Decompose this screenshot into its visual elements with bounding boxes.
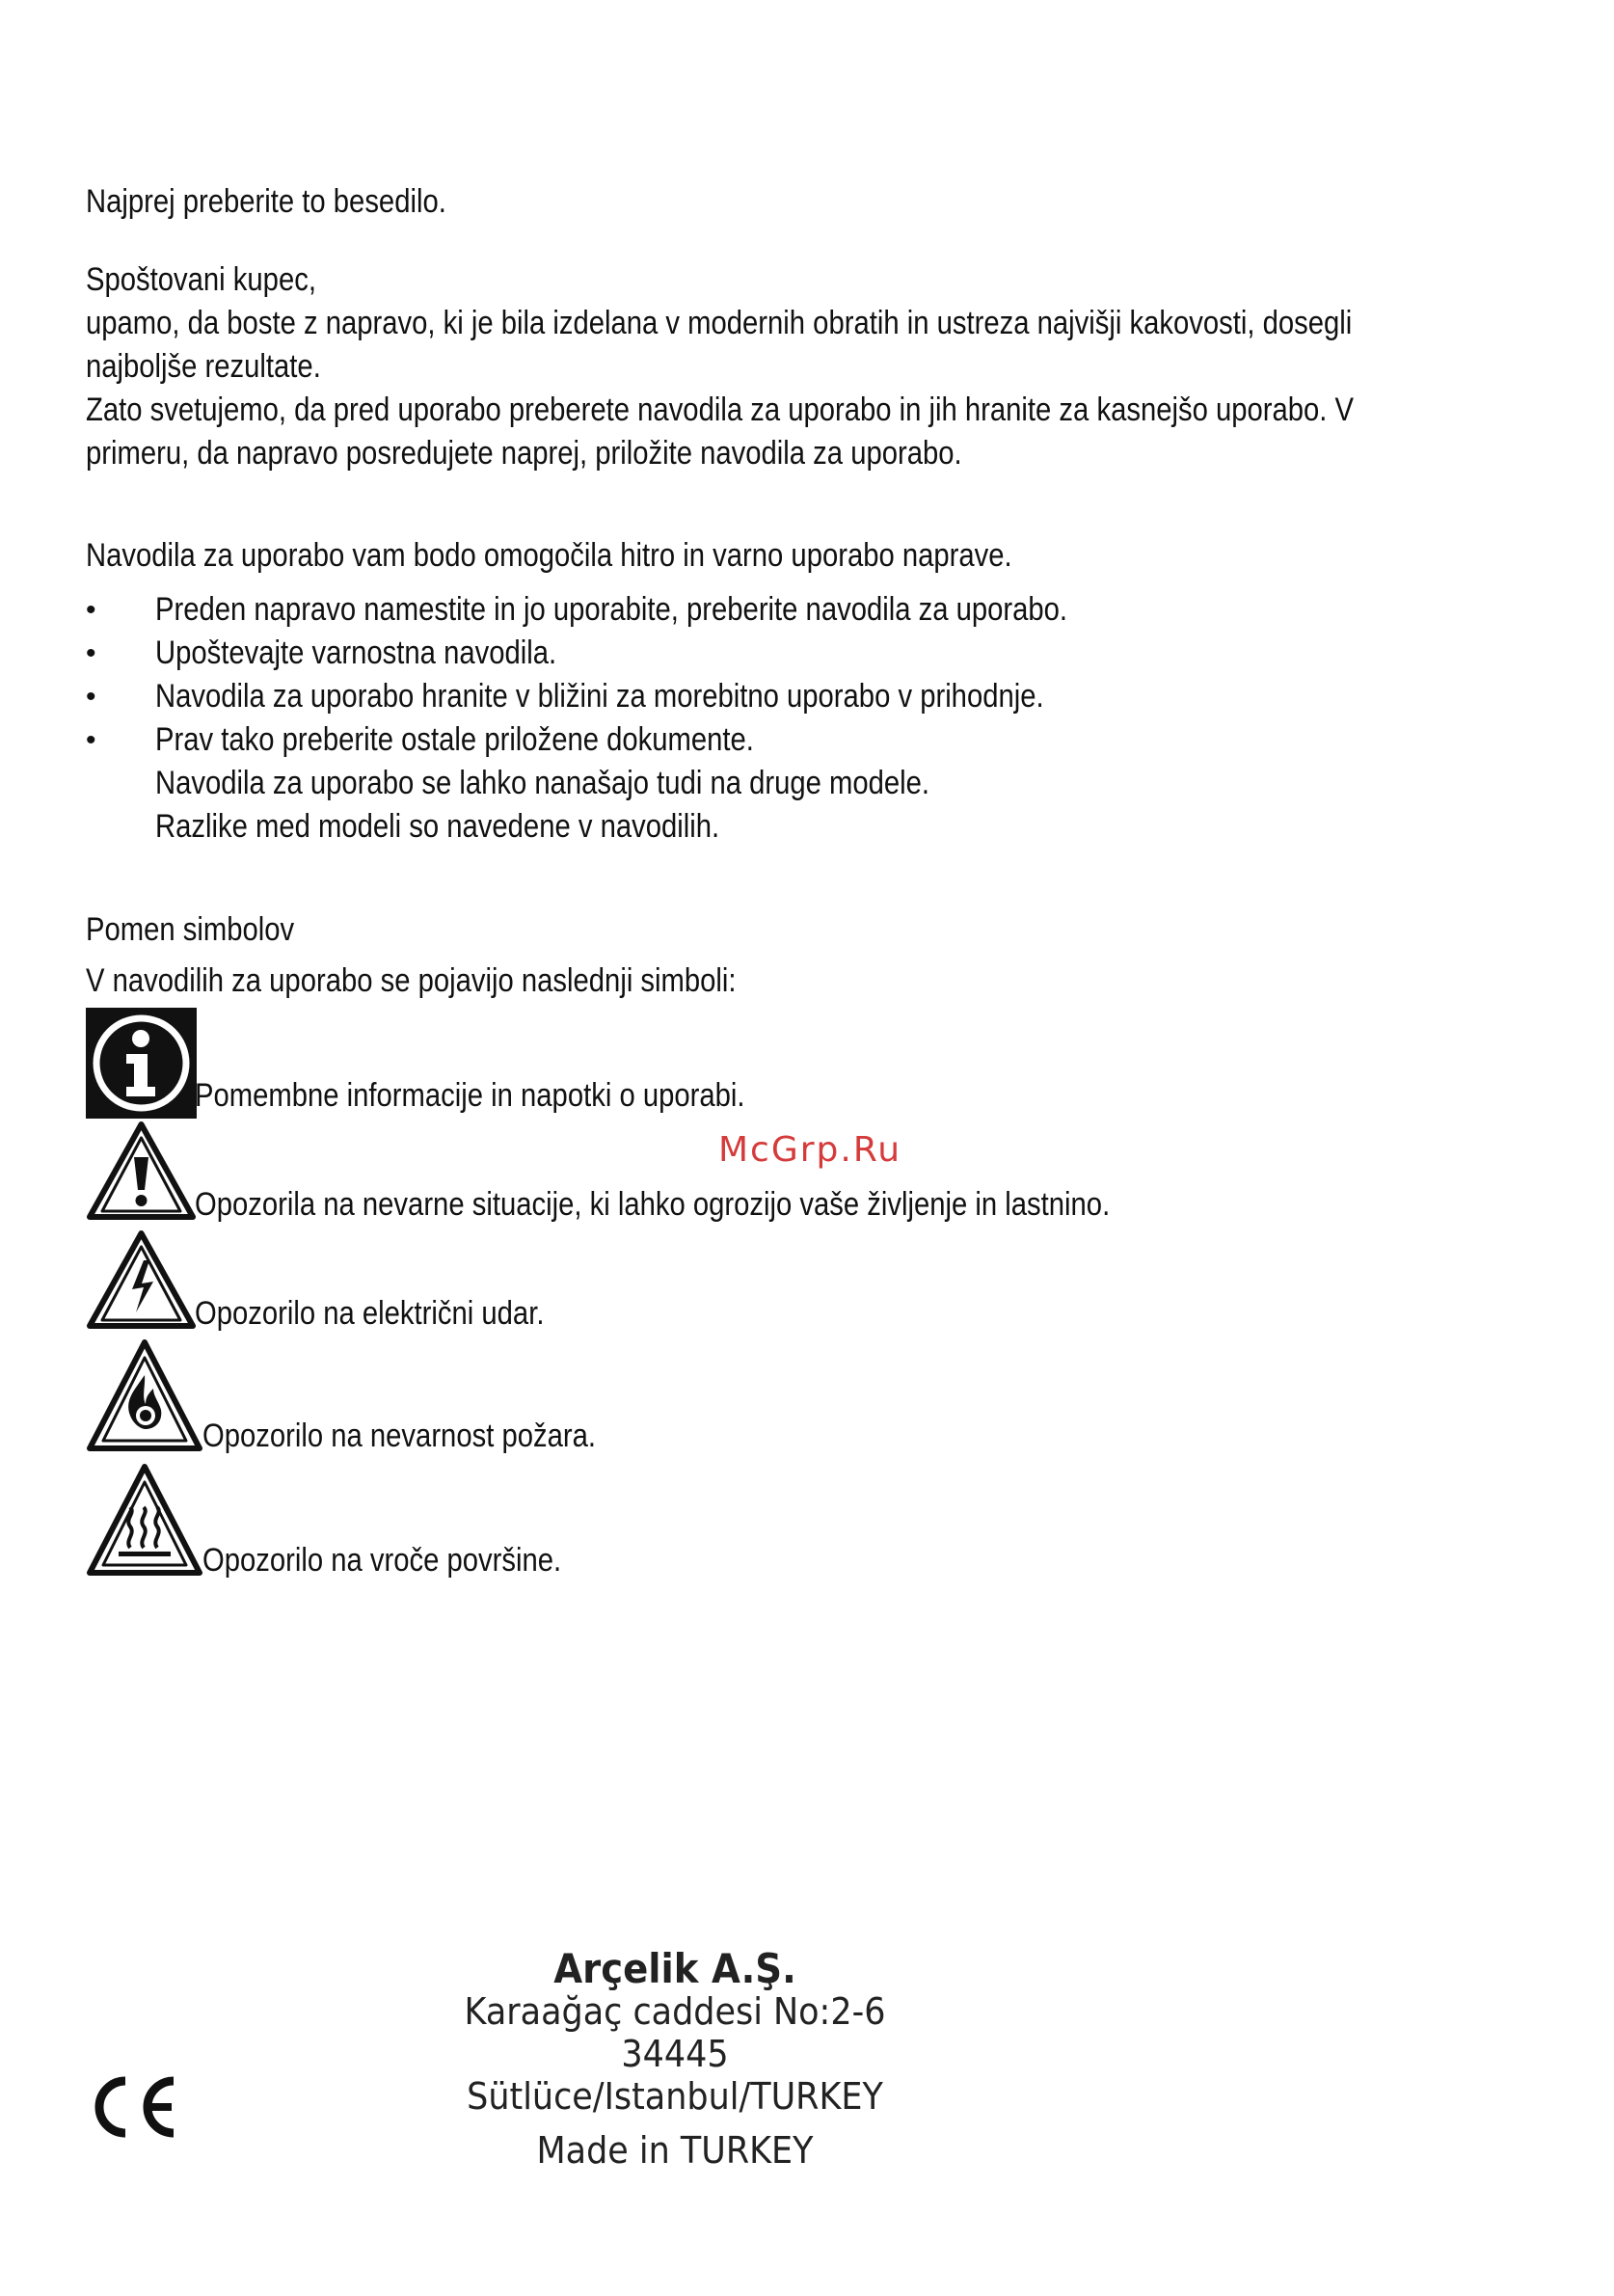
list-item-text: Razlike med modeli so navedene v navodilih. bbox=[155, 808, 720, 845]
symbols-intro: V navodilih za uporabo se pojavijo naslednji simboli: bbox=[86, 962, 737, 999]
fire-hazard-icon bbox=[86, 1338, 203, 1454]
manufacturer-address bbox=[386, 1945, 964, 2172]
bullet-icon: • bbox=[86, 724, 96, 756]
hot-surface-icon bbox=[86, 1463, 203, 1579]
list-item-text: Prav tako preberite ostale priložene dokumente. bbox=[155, 721, 754, 758]
list-item-text: Navodila za uporabo hranite v bližini za morebitno uporabo v prihodnje. bbox=[155, 678, 1044, 715]
made-in: Made in TURKEY bbox=[536, 2129, 814, 2172]
list-item-text: Upoštevajte varnostna navodila. bbox=[155, 635, 557, 671]
intro-line: Zato svetujemo, da pred uporabo preberete navodila za uporabo in jih hranite za kasnejšo uporabo. V bbox=[86, 392, 1355, 428]
intro-line: primeru, da napravo posredujete naprej, priložite navodila za uporabo. bbox=[86, 435, 962, 472]
symbol-text: Opozorilo na vroče površine. bbox=[202, 1542, 562, 1579]
bullet-icon: • bbox=[86, 594, 96, 626]
symbol-text: Pomembne informacije in napotki o uporabi. bbox=[195, 1077, 745, 1114]
intro-line: Spoštovani kupec, bbox=[86, 261, 316, 298]
intro-title: Najprej preberite to besedilo. bbox=[86, 183, 446, 220]
intro-line: upamo, da boste z napravo, ki je bila izdelana v modernih obratih in ustreza najvišji kakovosti, dosegli bbox=[86, 305, 1353, 341]
electric-shock-icon bbox=[86, 1229, 197, 1331]
intro-paragraph bbox=[86, 258, 1445, 475]
street-address: Karaağaç caddesi No:2-6 bbox=[464, 1990, 886, 2033]
symbol-text: Opozorilo na električni udar. bbox=[195, 1295, 545, 1332]
instructions-title: Navodila za uporabo vam bodo omogočila hitro in varno uporabo naprave. bbox=[86, 537, 1012, 574]
ce-mark-icon bbox=[85, 2073, 181, 2141]
symbols-title: Pomen simbolov bbox=[86, 911, 295, 948]
symbol-text: Opozorilo na nevarnost požara. bbox=[202, 1418, 596, 1454]
warning-icon bbox=[86, 1121, 197, 1222]
list-item-text: Preden napravo namestite in jo uporabite, preberite navodila za uporabo. bbox=[155, 591, 1068, 628]
watermark: McGrp.Ru bbox=[718, 1130, 902, 1170]
company-name: Arçelik A.Ş. bbox=[553, 1945, 796, 1992]
list-item-text: Navodila za uporabo se lahko nanašajo tudi na druge modele. bbox=[155, 765, 930, 801]
info-icon bbox=[86, 1008, 197, 1119]
bullet-icon: • bbox=[86, 637, 96, 669]
symbol-text: Opozorila na nevarne situacije, ki lahko ogrozijo vaše življenje in lastnino. bbox=[195, 1186, 1111, 1223]
city-address: 34445 Sütlüce/Istanbul/TURKEY bbox=[467, 2033, 883, 2118]
intro-line: najboljše rezultate. bbox=[86, 348, 321, 385]
bullet-icon: • bbox=[86, 681, 96, 713]
